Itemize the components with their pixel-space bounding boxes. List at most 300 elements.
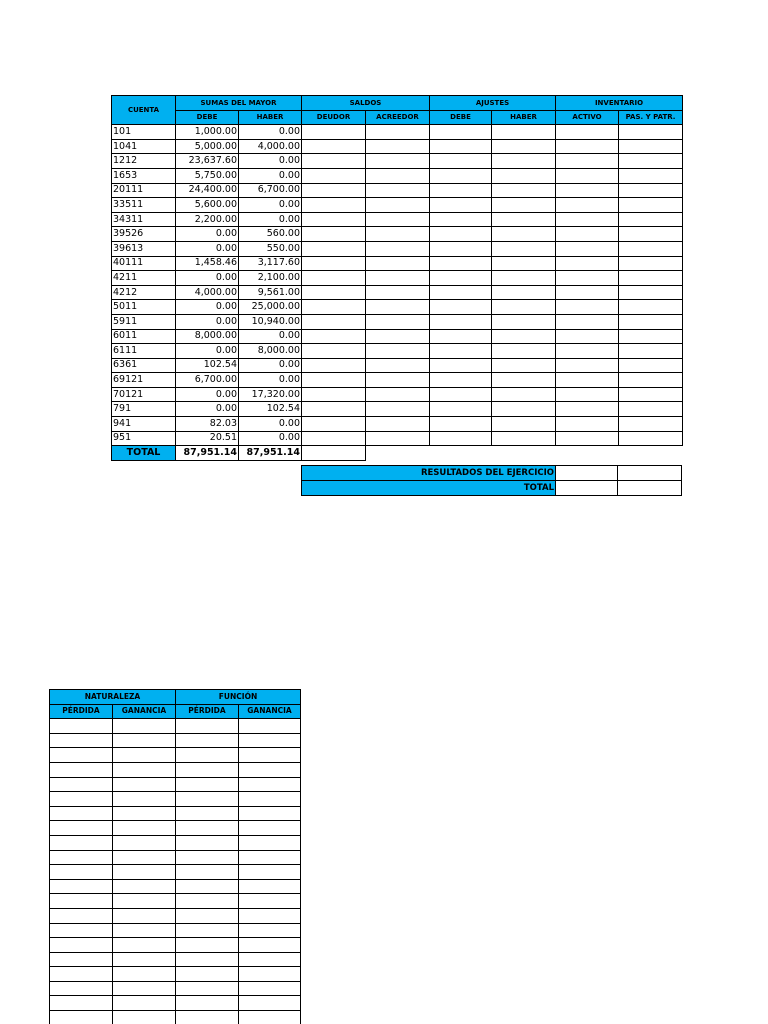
debe-cell[interactable]: 2,200.00 (176, 212, 239, 227)
haber-cell[interactable]: 17,320.00 (239, 387, 302, 402)
ajustes-debe-cell[interactable] (430, 373, 492, 388)
activo-cell[interactable] (556, 387, 619, 402)
pas-patr-cell[interactable] (619, 344, 683, 359)
pas-patr-cell[interactable] (619, 314, 683, 329)
classification-cell[interactable] (50, 806, 113, 821)
acreedor-cell[interactable] (366, 329, 430, 344)
haber-cell[interactable]: 0.00 (239, 212, 302, 227)
total-deudor-cell[interactable] (302, 446, 366, 461)
header-ganancia-funcion[interactable]: GANANCIA (239, 704, 301, 719)
ajustes-debe-cell[interactable] (430, 271, 492, 286)
ajustes-debe-cell[interactable] (430, 256, 492, 271)
pas-patr-cell[interactable] (619, 402, 683, 417)
classification-cell[interactable] (50, 719, 113, 734)
classification-cell[interactable] (50, 1011, 113, 1024)
ajustes-debe-cell[interactable] (430, 212, 492, 227)
classification-cell[interactable] (50, 908, 113, 923)
classification-cell[interactable] (50, 894, 113, 909)
deudor-cell[interactable] (302, 212, 366, 227)
classification-cell[interactable] (113, 894, 176, 909)
header-sumas-del-mayor[interactable]: SUMAS DEL MAYOR (176, 96, 302, 111)
debe-cell[interactable]: 0.00 (176, 314, 239, 329)
activo-cell[interactable] (556, 417, 619, 432)
debe-cell[interactable]: 5,750.00 (176, 168, 239, 183)
classification-cell[interactable] (113, 981, 176, 996)
ajustes-debe-cell[interactable] (430, 139, 492, 154)
ajustes-debe-cell[interactable] (430, 125, 492, 140)
pas-patr-cell[interactable] (619, 168, 683, 183)
ajustes-debe-cell[interactable] (430, 154, 492, 169)
cuenta-cell[interactable]: 70121 (112, 387, 176, 402)
cuenta-cell[interactable]: 941 (112, 417, 176, 432)
ajustes-haber-cell[interactable] (492, 271, 556, 286)
classification-cell[interactable] (176, 894, 239, 909)
ajustes-debe-cell[interactable] (430, 227, 492, 242)
classification-cell[interactable] (176, 719, 239, 734)
ajustes-haber-cell[interactable] (492, 344, 556, 359)
classification-cell[interactable] (239, 850, 301, 865)
haber-cell[interactable]: 0.00 (239, 431, 302, 446)
cuenta-cell[interactable]: 69121 (112, 373, 176, 388)
haber-cell[interactable]: 8,000.00 (239, 344, 302, 359)
classification-cell[interactable] (50, 733, 113, 748)
classification-cell[interactable] (113, 777, 176, 792)
ajustes-debe-cell[interactable] (430, 241, 492, 256)
pas-patr-cell[interactable] (619, 241, 683, 256)
deudor-cell[interactable] (302, 373, 366, 388)
classification-cell[interactable] (113, 938, 176, 953)
debe-cell[interactable]: 23,637.60 (176, 154, 239, 169)
classification-cell[interactable] (239, 806, 301, 821)
deudor-cell[interactable] (302, 271, 366, 286)
deudor-cell[interactable] (302, 344, 366, 359)
cuenta-cell[interactable]: 951 (112, 431, 176, 446)
ajustes-haber-cell[interactable] (492, 314, 556, 329)
ajustes-haber-cell[interactable] (492, 417, 556, 432)
total-haber[interactable]: 87,951.14 (239, 446, 302, 461)
debe-cell[interactable]: 0.00 (176, 300, 239, 315)
classification-cell[interactable] (239, 762, 301, 777)
pas-patr-cell[interactable] (619, 387, 683, 402)
total-label[interactable]: TOTAL (112, 446, 176, 461)
header-inventario[interactable]: INVENTARIO (556, 96, 683, 111)
cuenta-cell[interactable]: 1653 (112, 168, 176, 183)
ajustes-debe-cell[interactable] (430, 183, 492, 198)
debe-cell[interactable]: 8,000.00 (176, 329, 239, 344)
header-ajustes-debe[interactable]: DEBE (430, 110, 492, 125)
haber-cell[interactable]: 6,700.00 (239, 183, 302, 198)
haber-cell[interactable]: 560.00 (239, 227, 302, 242)
classification-cell[interactable] (113, 850, 176, 865)
activo-cell[interactable] (556, 344, 619, 359)
classification-cell[interactable] (239, 719, 301, 734)
results-total-label[interactable]: TOTAL (302, 481, 556, 496)
classification-cell[interactable] (50, 850, 113, 865)
activo-cell[interactable] (556, 314, 619, 329)
classification-cell[interactable] (176, 792, 239, 807)
activo-cell[interactable] (556, 285, 619, 300)
classification-cell[interactable] (239, 835, 301, 850)
classification-cell[interactable] (176, 777, 239, 792)
haber-cell[interactable]: 0.00 (239, 329, 302, 344)
acreedor-cell[interactable] (366, 358, 430, 373)
acreedor-cell[interactable] (366, 344, 430, 359)
debe-cell[interactable]: 0.00 (176, 402, 239, 417)
classification-cell[interactable] (239, 996, 301, 1011)
classification-cell[interactable] (113, 908, 176, 923)
haber-cell[interactable]: 0.00 (239, 198, 302, 213)
classification-cell[interactable] (50, 938, 113, 953)
classification-cell[interactable] (176, 821, 239, 836)
header-cuenta[interactable]: CUENTA (112, 96, 176, 125)
classification-cell[interactable] (50, 835, 113, 850)
classification-cell[interactable] (50, 821, 113, 836)
pas-patr-cell[interactable] (619, 212, 683, 227)
classification-cell[interactable] (50, 792, 113, 807)
activo-cell[interactable] (556, 256, 619, 271)
haber-cell[interactable]: 9,561.00 (239, 285, 302, 300)
debe-cell[interactable]: 0.00 (176, 227, 239, 242)
classification-cell[interactable] (113, 952, 176, 967)
deudor-cell[interactable] (302, 168, 366, 183)
acreedor-cell[interactable] (366, 373, 430, 388)
haber-cell[interactable]: 102.54 (239, 402, 302, 417)
pas-patr-cell[interactable] (619, 431, 683, 446)
header-ajustes-haber[interactable]: HABER (492, 110, 556, 125)
ajustes-haber-cell[interactable] (492, 373, 556, 388)
classification-cell[interactable] (176, 850, 239, 865)
classification-cell[interactable] (50, 952, 113, 967)
activo-cell[interactable] (556, 300, 619, 315)
acreedor-cell[interactable] (366, 168, 430, 183)
classification-cell[interactable] (50, 777, 113, 792)
classification-cell[interactable] (113, 865, 176, 880)
header-perdida-funcion[interactable]: PÉRDIDA (176, 704, 239, 719)
header-haber[interactable]: HABER (239, 110, 302, 125)
pas-patr-cell[interactable] (619, 183, 683, 198)
classification-cell[interactable] (176, 879, 239, 894)
acreedor-cell[interactable] (366, 198, 430, 213)
classification-cell[interactable] (176, 967, 239, 982)
ajustes-debe-cell[interactable] (430, 344, 492, 359)
classification-cell[interactable] (113, 733, 176, 748)
pas-patr-cell[interactable] (619, 271, 683, 286)
haber-cell[interactable]: 550.00 (239, 241, 302, 256)
activo-cell[interactable] (556, 271, 619, 286)
deudor-cell[interactable] (302, 300, 366, 315)
deudor-cell[interactable] (302, 431, 366, 446)
debe-cell[interactable]: 0.00 (176, 387, 239, 402)
ajustes-haber-cell[interactable] (492, 241, 556, 256)
cuenta-cell[interactable]: 39526 (112, 227, 176, 242)
classification-cell[interactable] (113, 806, 176, 821)
pas-patr-cell[interactable] (619, 256, 683, 271)
pas-patr-cell[interactable] (619, 154, 683, 169)
activo-cell[interactable] (556, 227, 619, 242)
deudor-cell[interactable] (302, 314, 366, 329)
ajustes-debe-cell[interactable] (430, 387, 492, 402)
ajustes-haber-cell[interactable] (492, 212, 556, 227)
ajustes-haber-cell[interactable] (492, 431, 556, 446)
header-debe[interactable]: DEBE (176, 110, 239, 125)
ajustes-haber-cell[interactable] (492, 300, 556, 315)
classification-cell[interactable] (176, 938, 239, 953)
classification-cell[interactable] (239, 938, 301, 953)
haber-cell[interactable]: 0.00 (239, 358, 302, 373)
debe-cell[interactable]: 1,458.46 (176, 256, 239, 271)
pas-patr-cell[interactable] (619, 285, 683, 300)
debe-cell[interactable]: 0.00 (176, 271, 239, 286)
pas-patr-cell[interactable] (619, 373, 683, 388)
debe-cell[interactable]: 82.03 (176, 417, 239, 432)
classification-cell[interactable] (113, 1011, 176, 1024)
ajustes-haber-cell[interactable] (492, 125, 556, 140)
debe-cell[interactable]: 102.54 (176, 358, 239, 373)
cuenta-cell[interactable]: 101 (112, 125, 176, 140)
classification-cell[interactable] (239, 777, 301, 792)
acreedor-cell[interactable] (366, 431, 430, 446)
deudor-cell[interactable] (302, 139, 366, 154)
deudor-cell[interactable] (302, 402, 366, 417)
debe-cell[interactable]: 1,000.00 (176, 125, 239, 140)
deudor-cell[interactable] (302, 241, 366, 256)
classification-cell[interactable] (113, 879, 176, 894)
cuenta-cell[interactable]: 40111 (112, 256, 176, 271)
haber-cell[interactable]: 0.00 (239, 168, 302, 183)
header-funcion[interactable]: FUNCIÓN (176, 690, 301, 705)
classification-cell[interactable] (239, 748, 301, 763)
cuenta-cell[interactable]: 4212 (112, 285, 176, 300)
activo-cell[interactable] (556, 154, 619, 169)
cuenta-cell[interactable]: 6361 (112, 358, 176, 373)
ajustes-haber-cell[interactable] (492, 329, 556, 344)
activo-cell[interactable] (556, 358, 619, 373)
ajustes-haber-cell[interactable] (492, 183, 556, 198)
classification-cell[interactable] (239, 923, 301, 938)
classification-cell[interactable] (176, 762, 239, 777)
classification-cell[interactable] (113, 748, 176, 763)
classification-cell[interactable] (176, 865, 239, 880)
deudor-cell[interactable] (302, 198, 366, 213)
activo-cell[interactable] (556, 168, 619, 183)
debe-cell[interactable]: 4,000.00 (176, 285, 239, 300)
resultados-pas-patr-cell[interactable] (618, 466, 682, 481)
classification-cell[interactable] (113, 967, 176, 982)
debe-cell[interactable]: 6,700.00 (176, 373, 239, 388)
header-saldos[interactable]: SALDOS (302, 96, 430, 111)
deudor-cell[interactable] (302, 417, 366, 432)
ajustes-haber-cell[interactable] (492, 358, 556, 373)
cuenta-cell[interactable]: 1041 (112, 139, 176, 154)
activo-cell[interactable] (556, 183, 619, 198)
acreedor-cell[interactable] (366, 212, 430, 227)
acreedor-cell[interactable] (366, 387, 430, 402)
debe-cell[interactable]: 0.00 (176, 241, 239, 256)
activo-cell[interactable] (556, 198, 619, 213)
deudor-cell[interactable] (302, 227, 366, 242)
classification-cell[interactable] (50, 996, 113, 1011)
cuenta-cell[interactable]: 6011 (112, 329, 176, 344)
classification-cell[interactable] (239, 908, 301, 923)
haber-cell[interactable]: 4,000.00 (239, 139, 302, 154)
ajustes-haber-cell[interactable] (492, 285, 556, 300)
cuenta-cell[interactable]: 5911 (112, 314, 176, 329)
classification-cell[interactable] (239, 894, 301, 909)
classification-cell[interactable] (176, 981, 239, 996)
ajustes-debe-cell[interactable] (430, 417, 492, 432)
classification-cell[interactable] (239, 952, 301, 967)
classification-cell[interactable] (239, 981, 301, 996)
cuenta-cell[interactable]: 5011 (112, 300, 176, 315)
resultados-del-ejercicio-label[interactable]: RESULTADOS DEL EJERCICIO (302, 466, 556, 481)
ajustes-haber-cell[interactable] (492, 139, 556, 154)
ajustes-debe-cell[interactable] (430, 314, 492, 329)
header-naturaleza[interactable]: NATURALEZA (50, 690, 176, 705)
ajustes-debe-cell[interactable] (430, 329, 492, 344)
pas-patr-cell[interactable] (619, 329, 683, 344)
classification-cell[interactable] (176, 835, 239, 850)
activo-cell[interactable] (556, 125, 619, 140)
acreedor-cell[interactable] (366, 271, 430, 286)
activo-cell[interactable] (556, 431, 619, 446)
classification-cell[interactable] (176, 1011, 239, 1024)
classification-cell[interactable] (50, 879, 113, 894)
debe-cell[interactable]: 20.51 (176, 431, 239, 446)
classification-cell[interactable] (113, 923, 176, 938)
ajustes-haber-cell[interactable] (492, 168, 556, 183)
acreedor-cell[interactable] (366, 417, 430, 432)
deudor-cell[interactable] (302, 125, 366, 140)
ajustes-haber-cell[interactable] (492, 402, 556, 417)
header-deudor[interactable]: DEUDOR (302, 110, 366, 125)
ajustes-haber-cell[interactable] (492, 256, 556, 271)
classification-cell[interactable] (50, 967, 113, 982)
header-pas-patr[interactable]: PAS. Y PATR. (619, 110, 683, 125)
classification-cell[interactable] (239, 792, 301, 807)
acreedor-cell[interactable] (366, 314, 430, 329)
total-debe[interactable]: 87,951.14 (176, 446, 239, 461)
classification-cell[interactable] (176, 923, 239, 938)
classification-cell[interactable] (239, 1011, 301, 1024)
ajustes-haber-cell[interactable] (492, 387, 556, 402)
acreedor-cell[interactable] (366, 285, 430, 300)
classification-cell[interactable] (239, 733, 301, 748)
resultados-activo-cell[interactable] (556, 466, 618, 481)
classification-cell[interactable] (113, 996, 176, 1011)
cuenta-cell[interactable]: 4211 (112, 271, 176, 286)
acreedor-cell[interactable] (366, 300, 430, 315)
classification-cell[interactable] (176, 908, 239, 923)
ajustes-debe-cell[interactable] (430, 285, 492, 300)
cuenta-cell[interactable]: 33511 (112, 198, 176, 213)
acreedor-cell[interactable] (366, 125, 430, 140)
ajustes-haber-cell[interactable] (492, 154, 556, 169)
deudor-cell[interactable] (302, 387, 366, 402)
header-activo[interactable]: ACTIVO (556, 110, 619, 125)
cuenta-cell[interactable]: 6111 (112, 344, 176, 359)
activo-cell[interactable] (556, 373, 619, 388)
classification-cell[interactable] (50, 981, 113, 996)
deudor-cell[interactable] (302, 154, 366, 169)
pas-patr-cell[interactable] (619, 227, 683, 242)
classification-cell[interactable] (239, 865, 301, 880)
pas-patr-cell[interactable] (619, 358, 683, 373)
ajustes-haber-cell[interactable] (492, 227, 556, 242)
deudor-cell[interactable] (302, 183, 366, 198)
haber-cell[interactable]: 0.00 (239, 125, 302, 140)
acreedor-cell[interactable] (366, 227, 430, 242)
debe-cell[interactable]: 5,000.00 (176, 139, 239, 154)
ajustes-debe-cell[interactable] (430, 168, 492, 183)
header-acreedor[interactable]: ACREEDOR (366, 110, 430, 125)
ajustes-debe-cell[interactable] (430, 431, 492, 446)
haber-cell[interactable]: 2,100.00 (239, 271, 302, 286)
cuenta-cell[interactable]: 34311 (112, 212, 176, 227)
results-total-activo-cell[interactable] (556, 481, 618, 496)
classification-cell[interactable] (176, 733, 239, 748)
debe-cell[interactable]: 24,400.00 (176, 183, 239, 198)
classification-cell[interactable] (50, 865, 113, 880)
activo-cell[interactable] (556, 241, 619, 256)
deudor-cell[interactable] (302, 256, 366, 271)
deudor-cell[interactable] (302, 358, 366, 373)
activo-cell[interactable] (556, 402, 619, 417)
classification-cell[interactable] (113, 719, 176, 734)
activo-cell[interactable] (556, 139, 619, 154)
pas-patr-cell[interactable] (619, 417, 683, 432)
acreedor-cell[interactable] (366, 139, 430, 154)
cuenta-cell[interactable]: 791 (112, 402, 176, 417)
acreedor-cell[interactable] (366, 256, 430, 271)
activo-cell[interactable] (556, 212, 619, 227)
header-ajustes[interactable]: AJUSTES (430, 96, 556, 111)
debe-cell[interactable]: 0.00 (176, 344, 239, 359)
haber-cell[interactable]: 0.00 (239, 154, 302, 169)
pas-patr-cell[interactable] (619, 198, 683, 213)
classification-cell[interactable] (50, 923, 113, 938)
classification-cell[interactable] (113, 835, 176, 850)
haber-cell[interactable]: 3,117.60 (239, 256, 302, 271)
ajustes-debe-cell[interactable] (430, 198, 492, 213)
header-perdida-naturaleza[interactable]: PÉRDIDA (50, 704, 113, 719)
haber-cell[interactable]: 25,000.00 (239, 300, 302, 315)
classification-cell[interactable] (176, 952, 239, 967)
deudor-cell[interactable] (302, 285, 366, 300)
haber-cell[interactable]: 10,940.00 (239, 314, 302, 329)
classification-cell[interactable] (176, 996, 239, 1011)
acreedor-cell[interactable] (366, 154, 430, 169)
pas-patr-cell[interactable] (619, 139, 683, 154)
classification-cell[interactable] (50, 762, 113, 777)
activo-cell[interactable] (556, 329, 619, 344)
ajustes-debe-cell[interactable] (430, 402, 492, 417)
debe-cell[interactable]: 5,600.00 (176, 198, 239, 213)
ajustes-haber-cell[interactable] (492, 198, 556, 213)
classification-cell[interactable] (113, 821, 176, 836)
cuenta-cell[interactable]: 1212 (112, 154, 176, 169)
deudor-cell[interactable] (302, 329, 366, 344)
cuenta-cell[interactable]: 39613 (112, 241, 176, 256)
ajustes-debe-cell[interactable] (430, 358, 492, 373)
classification-cell[interactable] (239, 879, 301, 894)
haber-cell[interactable]: 0.00 (239, 417, 302, 432)
classification-cell[interactable] (113, 762, 176, 777)
classification-cell[interactable] (239, 821, 301, 836)
pas-patr-cell[interactable] (619, 300, 683, 315)
acreedor-cell[interactable] (366, 241, 430, 256)
classification-cell[interactable] (50, 748, 113, 763)
cuenta-cell[interactable]: 20111 (112, 183, 176, 198)
